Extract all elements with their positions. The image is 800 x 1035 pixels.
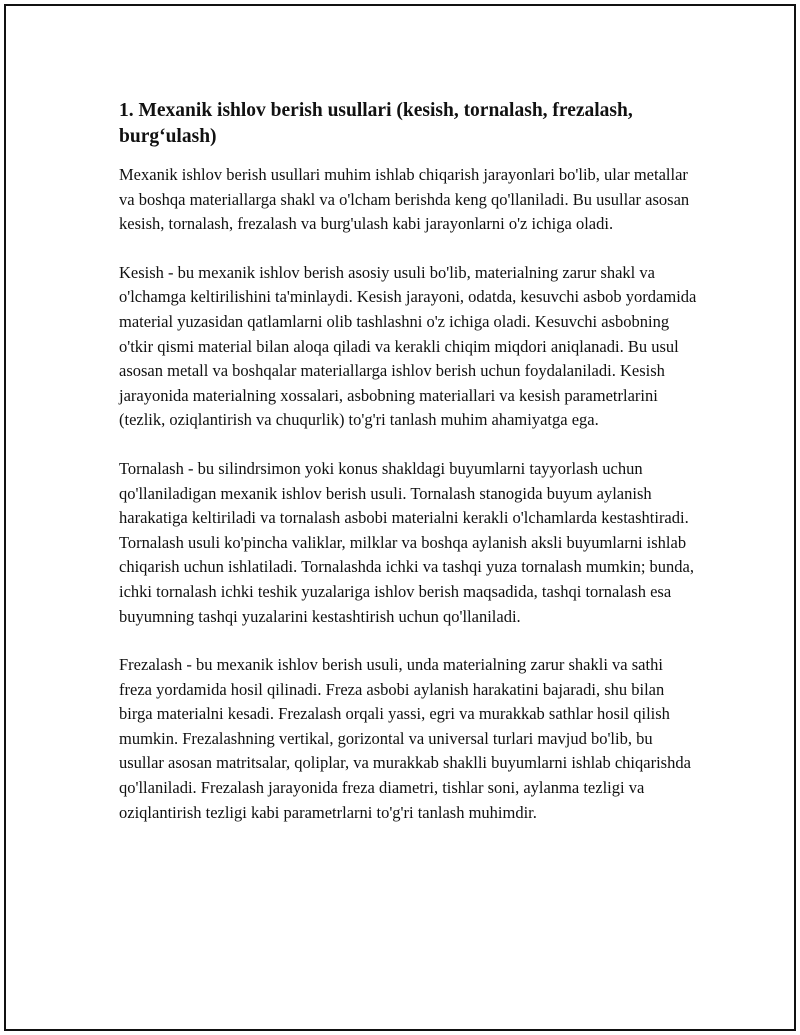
frezalash-paragraph: Frezalash - bu mexanik ishlov berish usuli, unda materialning zarur shakli va sathi freza yordamida hosil qilinadi. Freza asbobi aylanish harakatini bajaradi, shu bilan birga materialni kesadi. Frezalash orqali yassi, egri va murakkab sathlar hosil qilish mumkin. Frezalashning vertikal, gorizontal va universal turlari mavjud bo'lib, bu usullar asosan matritsalar, qoliplar, va murakkab shaklli buyumlarni ishlab chiqarishda qo'llaniladi. Frezalash jarayonida freza diametri, tishlar soni, aylanma tezligi va oziqlantirish tezligi kabi parametrlarni to'g'ri tanlash muhimdir. [119, 655, 691, 822]
intro-paragraph: Mexanik ishlov berish usullari muhim ishlab chiqarish jarayonlari bo'lib, ular metallar va boshqa materiallarga shakl va o'lcham berishda keng qo'llaniladi. Bu usullar asosan kesish, tornalash, frezalash va burg'ulash kabi jarayonlarni o'z ichiga oladi. [119, 165, 690, 234]
section-heading: 1. Mexanik ishlov berish usullari (kesish, tornalash, frezalash, burg‘ulash) [119, 100, 633, 147]
page-frame [4, 4, 796, 1031]
document-body [119, 98, 699, 849]
tornalash-paragraph: Tornalash - bu silindrsimon yoki konus shakldagi buyumlarni tayyorlash uchun qo'llaniladigan mexanik ishlov berish usuli. Tornalash stanogida buyum aylanish harakatiga keltiriladi va tornalash asbobi materialni kerakli o'lchamlarda kestashtiradi. Tornalash usuli ko'pincha valiklar, milklar va boshqa aylanish aksli buyumlarni ishlab chiqarish uchun ishlatiladi. Tornalashda ichki va tashqi yuza tornalash mumkin; bunda, ichki tornalash ichki teshik yuzalariga ishlov berish maqsadida, tashqi tornalash esa buyumning tashqi yuzalarini kestashtirish uchun qo'llaniladi. [119, 458, 694, 626]
kesish-paragraph: Kesish - bu mexanik ishlov berish asosiy usuli bo'lib, materialning zarur shakl va o'lchamga keltirilishini ta'minlaydi. Kesish jarayoni, odatda, kesuvchi asbob yordamida material yuzasidan qatlamlarni olib tashlashni o'z ichiga oladi. Kesuvchi asbobning o'tkir qismi material bilan aloqa qiladi va kerakli chiqim miqdori aniqlanadi. Bu usul asosan metall va boshqalar materiallarga ishlov berish uchun foydalaniladi. Kesish jarayonida materialning xossalari, asbobning materiallari va kesish parametrlarini (tezlik, oziqlantirish va chuqurlik) to'g'ri tanlash muhim ahamiyatga ega. [119, 262, 697, 430]
